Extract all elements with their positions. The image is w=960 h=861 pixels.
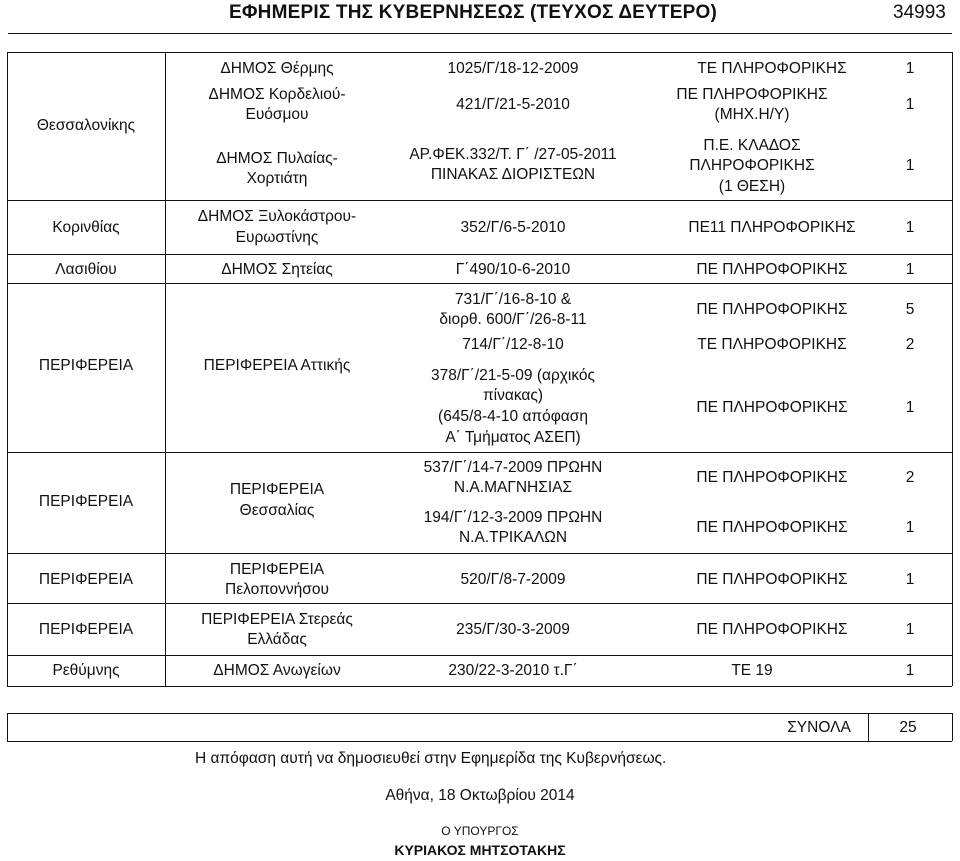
decision-sterea: 235/Γ/30-3-2009: [456, 621, 570, 638]
region-korinthia: Κορινθίας: [52, 219, 120, 236]
entity-thessalia-line1: ΠΕΡΙΦΕΡΕΙΑ: [229, 481, 325, 498]
decision-attiki-1-line2: διορθ. 600/Γ΄/26-8-11: [439, 311, 587, 328]
decision-pylaia-line2: ΠΙΝΑΚΑΣ ΔΙΟΡΙΣΤΕΩΝ: [430, 166, 596, 183]
specialty-pylaia-line1: Π.Ε. ΚΛΑΔΟΣ: [703, 137, 801, 154]
entity-peloponnisos-line2: Πελοποννήσου: [225, 581, 329, 598]
publication-notice: Η απόφαση αυτή να δημοσιευθεί στην Εφημερίδα της Κυβερνήσεως.: [195, 750, 667, 767]
header-rule: [8, 33, 952, 34]
entity-siteia: ΔΗΜΟΣ Σητείας: [221, 261, 333, 278]
entity-thermi: ΔΗΜΟΣ Θέρμης: [220, 60, 334, 77]
entity-thessalia-line2: Θεσσαλίας: [239, 502, 315, 519]
count-attiki-1: 5: [905, 301, 915, 318]
row-separator: [7, 452, 952, 453]
row-separator: [7, 553, 952, 554]
region-thessalia: ΠΕΡΙΦΕΡΕΙΑ: [38, 493, 134, 510]
table-bottom-border: [7, 686, 952, 687]
decision-attiki-3-line4: Α΄ Τμήματος ΑΣΕΠ): [445, 429, 581, 446]
count-thermi: 1: [905, 60, 915, 77]
count-anogeia: 1: [905, 662, 915, 679]
table-right-border: [952, 52, 953, 686]
decision-kordelio: 421/Γ/21-5-2010: [456, 96, 570, 113]
row-separator: [7, 655, 952, 656]
decision-siteia: Γ΄490/10-6-2010: [455, 261, 571, 278]
entity-peloponnisos-line1: ΠΕΡΙΦΕΡΕΙΑ: [229, 561, 325, 578]
region-attiki: ΠΕΡΙΦΕΡΕΙΑ: [38, 357, 134, 374]
count-thessalia-2: 1: [905, 519, 915, 536]
totals-value: 25: [899, 719, 917, 736]
count-pylaia: 1: [905, 157, 915, 174]
totals-top-border: [7, 713, 952, 714]
count-siteia: 1: [905, 261, 915, 278]
specialty-thessalia-1: ΠΕ ΠΛΗΡΟΦΟΡΙΚΗΣ: [696, 469, 848, 486]
signatory-name: ΚΥΡΙΑΚΟΣ ΜΗΤΣΟΤΑΚΗΣ: [394, 842, 566, 858]
entity-kordelio-line1: ΔΗΜΟΣ Κορδελιού-: [208, 86, 346, 103]
count-peloponnisos: 1: [905, 571, 915, 588]
totals-label: ΣΥΝΟΛΑ: [787, 719, 851, 736]
entity-sterea-line1: ΠΕΡΙΦΕΡΕΙΑ Στερεάς: [201, 611, 353, 628]
row-separator: [7, 603, 952, 604]
entity-xylokastro-line2: Ευρωστίνης: [235, 229, 319, 246]
specialty-peloponnisos: ΠΕ ΠΛΗΡΟΦΟΡΙΚΗΣ: [696, 571, 848, 588]
entity-sterea-line2: Ελλάδας: [247, 631, 307, 648]
specialty-xylokastro: ΠΕ11 ΠΛΗΡΟΦΟΡΙΚΗΣ: [688, 219, 856, 236]
totals-bottom-border: [7, 741, 952, 742]
specialty-sterea: ΠΕ ΠΛΗΡΟΦΟΡΙΚΗΣ: [696, 621, 848, 638]
specialty-kordelio-line1: ΠΕ ΠΛΗΡΟΦΟΡΙΚΗΣ: [676, 86, 828, 103]
decision-attiki-3-line1: 378/Γ΄/21-5-09 (αρχικός: [430, 367, 596, 384]
specialty-attiki-3: ΠΕ ΠΛΗΡΟΦΟΡΙΚΗΣ: [696, 399, 848, 416]
specialty-attiki-1: ΠΕ ΠΛΗΡΟΦΟΡΙΚΗΣ: [696, 301, 848, 318]
specialty-kordelio-line2: (ΜΗΧ.Η/Υ): [714, 106, 790, 123]
region-rethymno: Ρεθύμνης: [52, 662, 120, 679]
entity-pylaia-line1: ΔΗΜΟΣ Πυλαίας-: [216, 150, 338, 167]
decision-peloponnisos: 520/Γ/8-7-2009: [460, 571, 566, 588]
row-separator: [7, 200, 952, 201]
decision-attiki-3-line3: (645/8-4-10 απόφαση: [438, 408, 588, 425]
row-separator: [7, 283, 952, 284]
region-sterea: ΠΕΡΙΦΕΡΕΙΑ: [38, 621, 134, 638]
decision-thermi: 1025/Γ/18-12-2009: [447, 60, 579, 77]
region-peloponnisos: ΠΕΡΙΦΕΡΕΙΑ: [38, 571, 134, 588]
page-number: 34993: [893, 2, 946, 23]
decision-pylaia-line1: ΑΡ.ΦΕΚ.332/Τ. Γ΄ /27-05-2011: [409, 146, 617, 163]
specialty-attiki-2: ΤΕ ΠΛΗΡΟΦΟΡΙΚΗΣ: [697, 336, 847, 353]
totals-separator: [868, 713, 869, 741]
count-xylokastro: 1: [905, 219, 915, 236]
page-header-title: ΕΦΗΜΕΡΙΣ ΤΗΣ ΚΥΒΕΡΝΗΣΕΩΣ (ΤΕΥΧΟΣ ΔΕΥΤΕΡΟ): [229, 2, 717, 23]
specialty-pylaia-line3: (1 ΘΕΣΗ): [718, 178, 786, 195]
table-top-border: [7, 52, 952, 53]
decision-thessalia-2-line1: 194/Γ΄/12-3-2009 ΠΡΩΗΝ: [423, 509, 603, 526]
decision-attiki-1-line1: 731/Γ΄/16-8-10 &: [454, 291, 572, 308]
specialty-siteia: ΠΕ ΠΛΗΡΟΦΟΡΙΚΗΣ: [696, 261, 848, 278]
entity-anogeia: ΔΗΜΟΣ Ανωγείων: [213, 662, 341, 679]
place-date: Αθήνα, 18 Οκτωβρίου 2014: [385, 787, 575, 804]
decision-attiki-3-line2: πίνακας): [482, 387, 543, 404]
count-kordelio: 1: [905, 96, 915, 113]
count-attiki-2: 2: [905, 336, 915, 353]
signatory-role: Ο ΥΠΟΥΡΓΟΣ: [441, 824, 519, 838]
row-separator: [7, 254, 952, 255]
region-lasithi: Λασιθίου: [55, 261, 117, 278]
specialty-thessalia-2: ΠΕ ΠΛΗΡΟΦΟΡΙΚΗΣ: [696, 519, 848, 536]
count-thessalia-1: 2: [905, 469, 915, 486]
entity-kordelio-line2: Ευόσμου: [245, 106, 309, 123]
entity-attiki: ΠΕΡΙΦΕΡΕΙΑ Αττικής: [203, 357, 351, 374]
totals-left-border: [7, 713, 8, 741]
specialty-anogeia: ΤΕ 19: [731, 662, 773, 679]
specialty-pylaia-line2: ΠΛΗΡΟΦΟΡΙΚΗΣ: [689, 157, 815, 174]
decision-xylokastro: 352/Γ/6-5-2010: [460, 219, 566, 236]
decision-thessalia-2-line2: Ν.Α.ΤΡΙΚΑΛΩΝ: [458, 529, 568, 546]
totals-right-border: [952, 713, 953, 741]
decision-anogeia: 230/22-3-2010 τ.Γ΄: [448, 662, 578, 679]
entity-pylaia-line2: Χορτιάτη: [246, 170, 308, 187]
decision-thessalia-1-line1: 537/Γ΄/14-7-2009 ΠΡΩΗΝ: [423, 459, 603, 476]
entity-xylokastro-line1: ΔΗΜΟΣ Ξυλοκάστρου-: [197, 208, 357, 225]
decision-attiki-2: 714/Γ΄/12-8-10: [462, 336, 564, 353]
count-attiki-3: 1: [905, 399, 915, 416]
region-thessaloniki: Θεσσαλονίκης: [36, 117, 136, 134]
count-sterea: 1: [905, 621, 915, 638]
specialty-thermi: ΤΕ ΠΛΗΡΟΦΟΡΙΚΗΣ: [697, 60, 847, 77]
decision-thessalia-1-line2: Ν.Α.ΜΑΓΝΗΣΙΑΣ: [453, 479, 573, 496]
